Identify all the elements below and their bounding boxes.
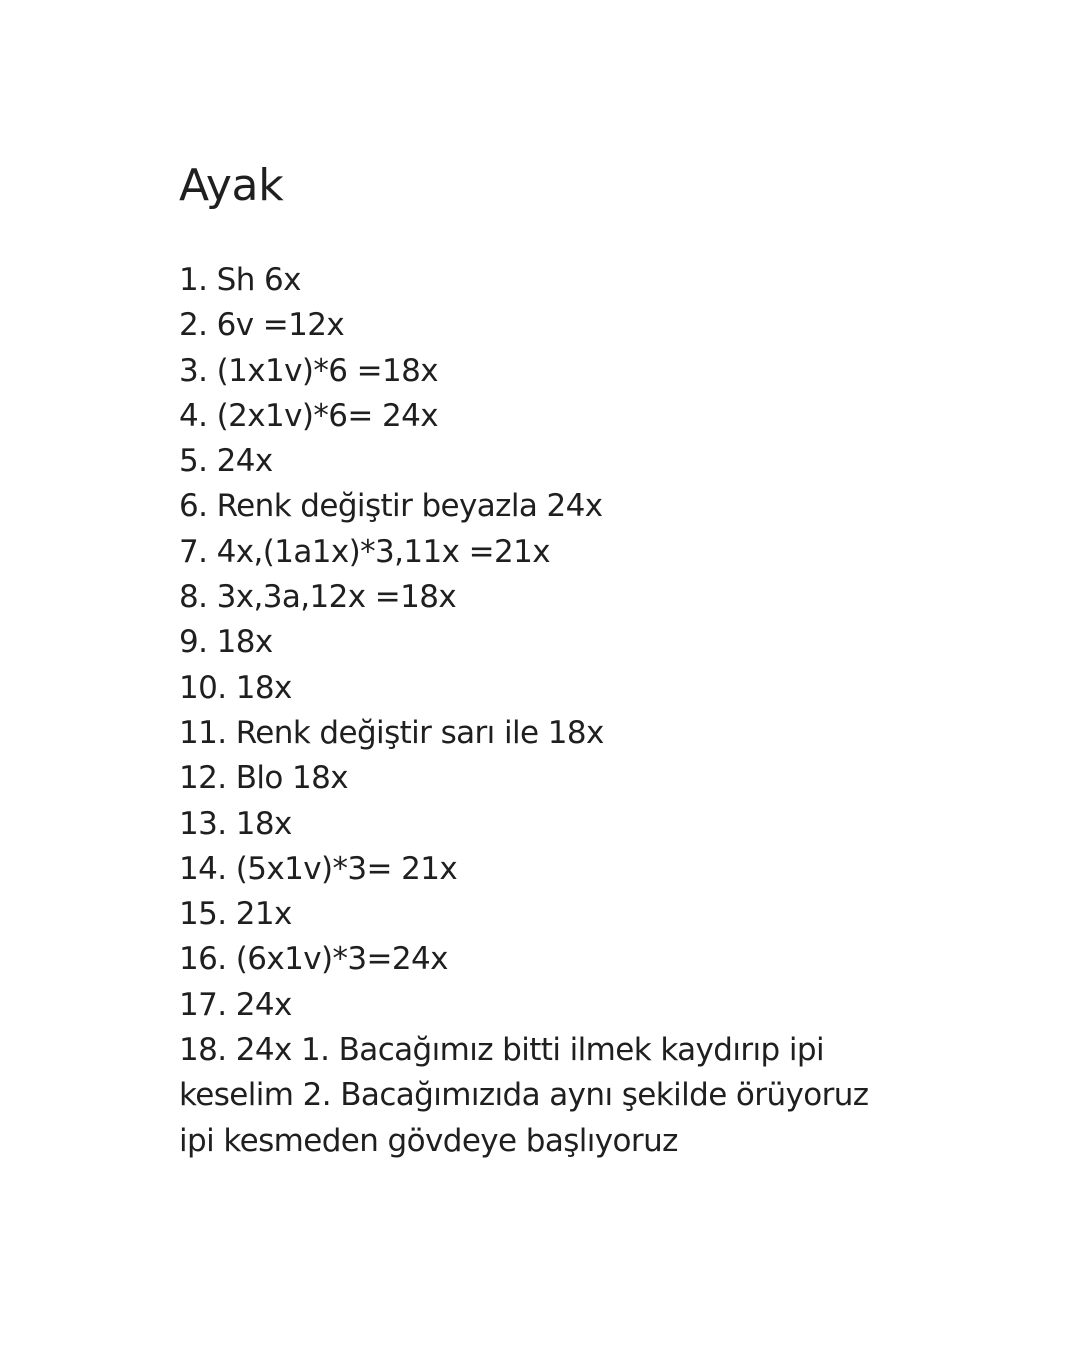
step-5: 5. 24x [179,443,273,480]
step-2: 2. 6v =12x [179,307,345,344]
step-16: 16. (6x1v)*3=24x [179,941,448,978]
steps-list [179,258,939,1164]
step-18: 18. 24x 1. Bacağımız bitti ilmek kaydırıp ipi keselim 2. Bacağımızıda aynı şekilde örüyoruz ipi kesmeden gövdeye başlıyoruz [179,1032,869,1159]
step-13: 13. 18x [179,805,292,842]
step-1: 1. Sh 6x [179,262,301,298]
step-15: 15. 21x [179,896,292,933]
step-6: 6. Renk değiştir beyazla 24x [179,488,603,525]
step-8: 8. 3x,3a,12x =18x [179,579,457,616]
document-title: Ayak [179,160,284,211]
step-4: 4. (2x1v)*6= 24x [179,397,439,434]
step-11: 11. Renk değiştir sarı ile 18x [179,714,604,751]
step-17: 17. 24x [179,986,292,1023]
step-14: 14. (5x1v)*3= 21x [179,850,458,887]
step-3: 3. (1x1v)*6 =18x [179,352,439,389]
step-7: 7. 4x,(1a1x)*3,11x =21x [179,533,551,570]
step-12: 12. Blo 18x [179,760,349,797]
step-10: 10. 18x [179,669,292,706]
step-9: 9. 18x [179,624,273,661]
document [179,158,939,1159]
